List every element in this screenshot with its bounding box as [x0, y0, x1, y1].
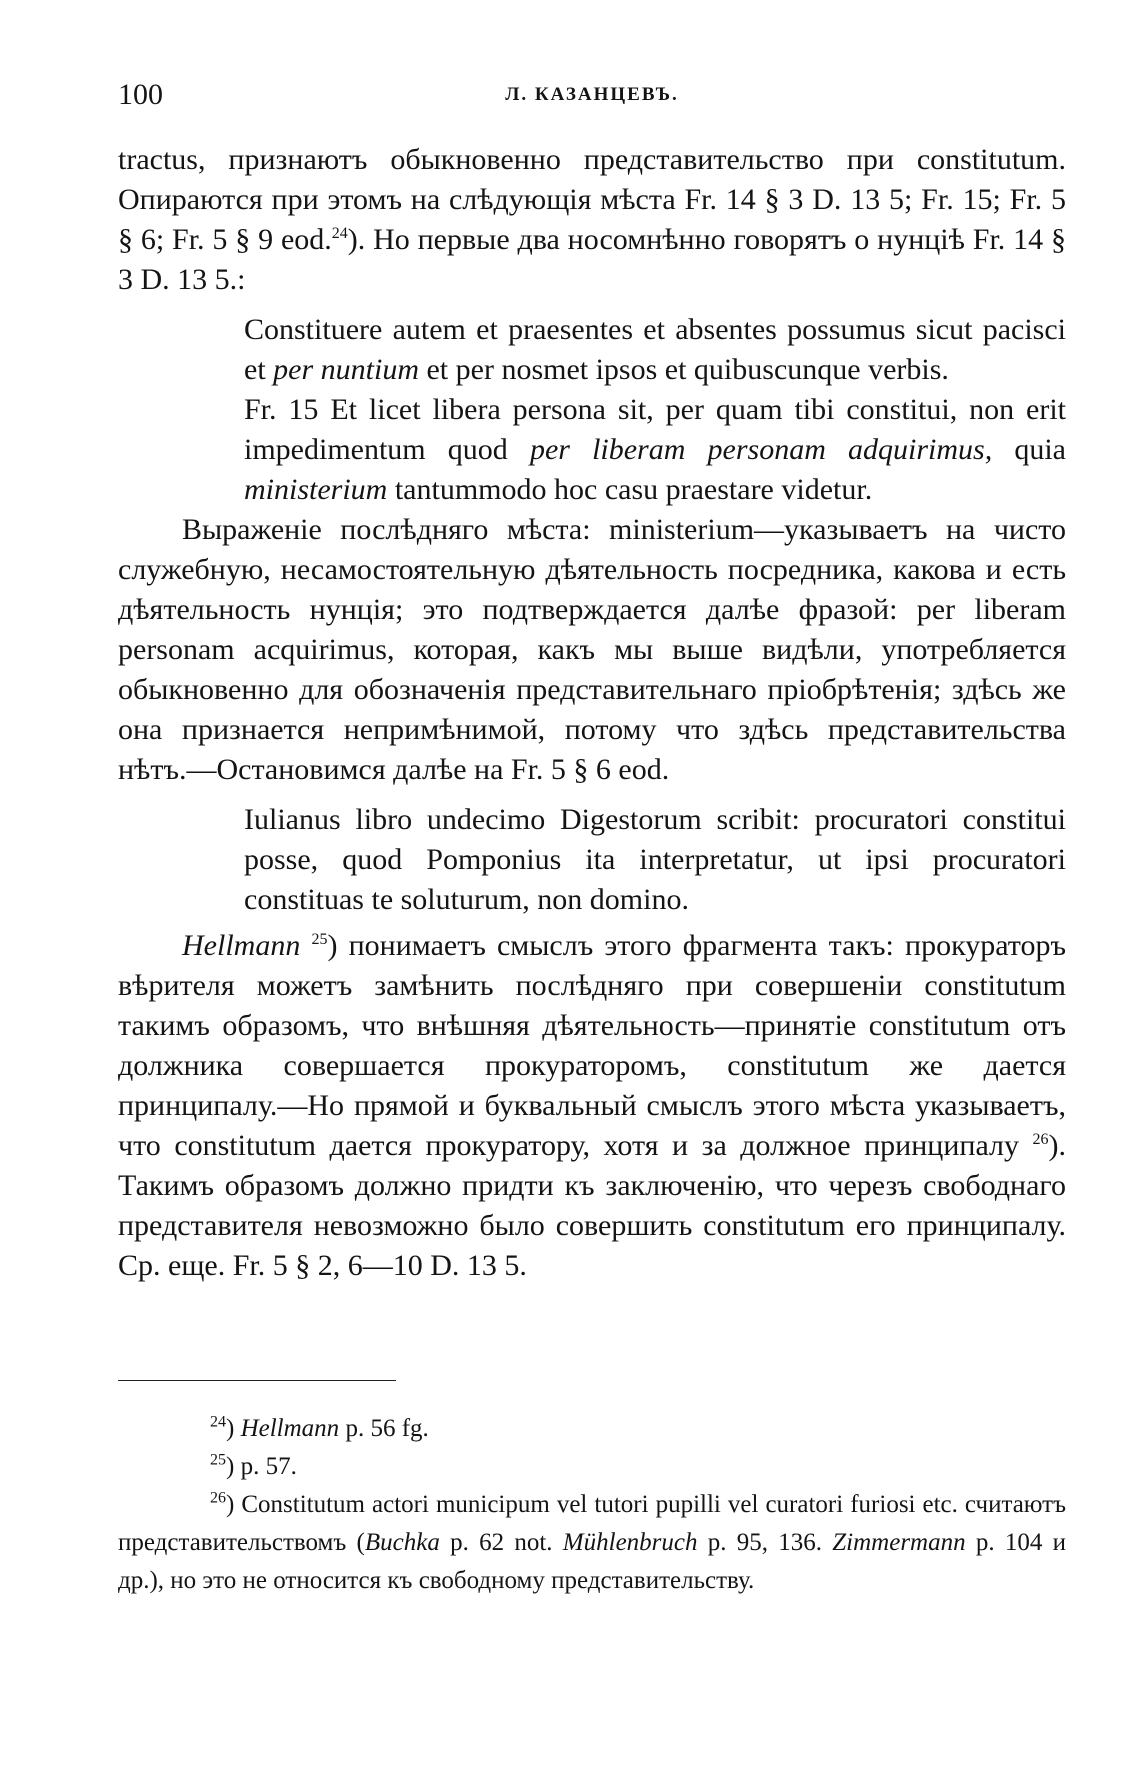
- quote-fr14-italic: per nuntium: [273, 353, 419, 386]
- quote-fr15: [244, 390, 1066, 510]
- paragraph-1: [118, 140, 1066, 300]
- footnote-ref-24: 24: [331, 225, 348, 242]
- footnote-ref-25: 25: [311, 931, 328, 948]
- quote-fr5-6: Iulianus libro undecimo Digestorum scribit: procuratori constitui posse, quod Pomponius ita interpretatur, ut ipsi procuratori constituas te soluturum, non domino.: [244, 803, 1066, 916]
- latin-quote-2: [244, 800, 1066, 920]
- footnote-24: $^{24}$) Hellmann p. 56 fg.: [210, 1413, 429, 1442]
- page-number: 100: [118, 78, 163, 111]
- quote-fr15-a: Fr. 15 Et licet libera persona sit, per quam tibi constitui, non erit impedimentum quod: [244, 393, 1066, 466]
- footnote-26-b: p. 62 not.: [439, 1529, 563, 1556]
- footnote-ref-close: ): [347, 223, 358, 256]
- footnotes: [118, 1410, 1066, 1600]
- footnote-26-buchka: Buchka: [364, 1529, 440, 1556]
- footnote-25-text: p. 57.: [234, 1453, 297, 1480]
- footnote-26-muhlenbruch: Mühlenbruch: [562, 1529, 698, 1556]
- paragraph-3-a: ) понимаетъ смыслъ этого фрагмента такъ: прокураторъ вѣрителя можетъ замѣнить послѣдняго при совершеніи constitutum такимъ образомъ, что внѣшняя дѣятельность—принятіе constitutum отъ должника совершается прокураторомъ, constitutum же дается принципалу.—Но прямой и буквальный смыслъ этого мѣста указываетъ, что constitutum дается прокуратору, хотя и за должное принципалу: [118, 929, 1066, 1162]
- quote-fr14: [244, 310, 1066, 390]
- latin-quote-1: [244, 310, 1066, 510]
- page-header: [118, 78, 1066, 118]
- footnote-26-c: p. 95, 136.: [697, 1529, 833, 1556]
- footnote-24-mark: 24: [210, 1413, 226, 1431]
- quote-fr15-b: quia: [992, 433, 1066, 466]
- paragraph-1-tail: . Но первые два носомнѣнно говорятъ о нунціѣ Fr. 14 § 3 D. 13 5.:: [118, 223, 1066, 296]
- quote-fr14-b: et per nosmet ipsos et quibuscunque verbis.: [418, 353, 949, 386]
- quote-fr15-italic: per liberam personam adquirimus,: [529, 433, 993, 466]
- quote-fr15-c: tantummodo hoc casu praestare videtur.: [387, 473, 873, 506]
- paragraph-1-text: tractus, признаютъ обыкновенно представительство при constitutum. Опираются при этомъ на слѣдующія мѣста Fr. 14 § 3 D. 13 5; Fr. 15; Fr. 5 § 6; Fr. 5 § 9 eod.: [118, 143, 1066, 256]
- footnote-26: $^{26}$) Constitutum actori municipum vel tutori pupilli vel curatori furiosi etc. считаютъ представительствомъ (Buchka p. 62 not. Mühlenbruch p. 95, 136. Zimmermann p. 104 и др.), но это не относится къ свободному представительству.: [118, 1489, 1066, 1594]
- paragraph-3-b: ). Такимъ образомъ должно придти къ заключенію, что черезъ свободнаго представителя невозможно было совершить constitutum его принципалу. Ср. еще. Fr. 5 § 2, 6—10 D. 13 5.: [118, 1129, 1066, 1282]
- author-hellmann: Hellmann: [182, 929, 301, 962]
- footnote-26-d: p. 104 и др.), но это не относится къ свободному представительству.: [118, 1529, 1066, 1594]
- paragraph-3: [118, 926, 1066, 1286]
- footnote-26-a: Constitutum actori municipum vel tutori pupilli vel curatori furiosi etc. считаютъ представительствомъ (: [118, 1491, 1066, 1556]
- footnote-25: $^{25}$) p. 57.: [210, 1451, 297, 1480]
- footnote-divider: [118, 1380, 396, 1381]
- footnote-26-mark: 26: [210, 1489, 226, 1507]
- quote-fr15-italic-2: ministerium: [244, 473, 388, 506]
- running-head: Л. КАЗАНЦЕВЪ.: [505, 84, 679, 105]
- footnote-24-text: p. 56 fg.: [339, 1415, 429, 1442]
- footnote-26-zimmermann: Zimmermann: [832, 1529, 966, 1556]
- footnote-25-mark: 25: [210, 1451, 226, 1469]
- footnote-24-author: Hellmann: [240, 1415, 340, 1442]
- main-text: [118, 140, 1066, 1286]
- footnote-ref-26: 26: [1032, 1131, 1049, 1148]
- paragraph-2: Выраженіе послѣдняго мѣста: ministerium—указываетъ на чисто служебную, несамостоятельную дѣятельность посредника, какова и есть дѣятельность нунція; это подтверждается далѣе фразой: per liberam personam acquirimus, которая, какъ мы выше видѣли, употребляется обыкновенно для обозначенія представительнаго пріобрѣтенія; здѣсь же она признается непримѣнимой, потому что здѣсь представительства нѣтъ.—Остановимся далѣе на Fr. 5 § 6 eod.: [118, 513, 1066, 786]
- quote-fr14-a: Constituere autem et praesentes et absentes possumus sicut pacisci et: [244, 313, 1066, 386]
